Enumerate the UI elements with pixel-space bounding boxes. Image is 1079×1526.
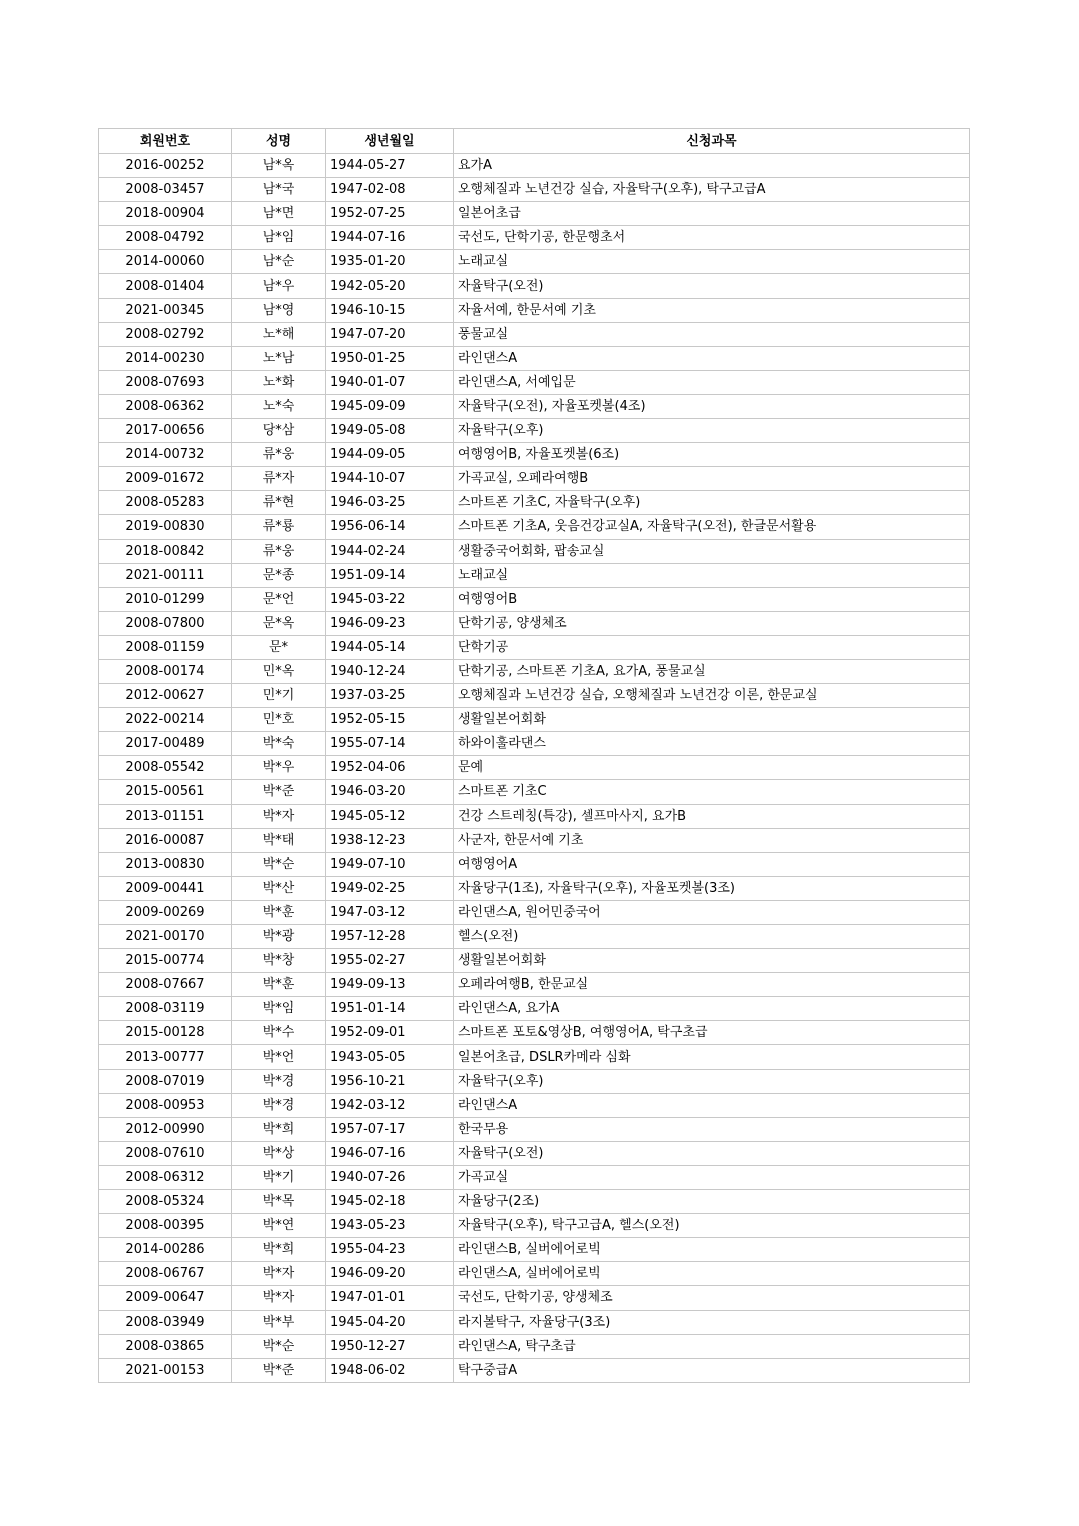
member-id-cell: 2008-05542 [99, 756, 232, 780]
member-id-cell: 2021-00345 [99, 298, 232, 322]
name-cell: 박*훈 [232, 973, 326, 997]
table-row [99, 202, 970, 226]
birth-date-cell: 1942-05-20 [326, 274, 454, 298]
table-row [99, 1190, 970, 1214]
table-row [99, 684, 970, 708]
member-id-cell: 2009-00647 [99, 1286, 232, 1310]
birth-date-cell: 1942-03-12 [326, 1093, 454, 1117]
table-row [99, 997, 970, 1021]
name-cell: 문*종 [232, 563, 326, 587]
name-cell: 노*화 [232, 370, 326, 394]
birth-date-cell: 1947-07-20 [326, 322, 454, 346]
table-row [99, 419, 970, 443]
course-cell: 여행영어A [454, 852, 970, 876]
birth-date-cell: 1952-07-25 [326, 202, 454, 226]
table-row [99, 973, 970, 997]
table-row [99, 467, 970, 491]
course-cell: 단학기공 [454, 635, 970, 659]
birth-date-cell: 1940-01-07 [326, 370, 454, 394]
course-cell: 라인댄스A [454, 1093, 970, 1117]
name-cell: 박*순 [232, 1334, 326, 1358]
course-cell: 가곡교실, 오페라여행B [454, 467, 970, 491]
member-id-cell: 2014-00230 [99, 346, 232, 370]
table-row [99, 611, 970, 635]
table-row [99, 274, 970, 298]
member-id-cell: 2013-01151 [99, 804, 232, 828]
table-row [99, 1117, 970, 1141]
birth-date-cell: 1943-05-05 [326, 1045, 454, 1069]
course-cell: 오페라여행B, 한문교실 [454, 973, 970, 997]
birth-date-cell: 1945-09-09 [326, 394, 454, 418]
name-cell: 문*옥 [232, 611, 326, 635]
course-cell: 자율당구(2조) [454, 1190, 970, 1214]
name-cell: 박*순 [232, 852, 326, 876]
member-id-cell: 2010-01299 [99, 587, 232, 611]
birth-date-cell: 1946-03-20 [326, 780, 454, 804]
member-id-cell: 2008-02792 [99, 322, 232, 346]
course-cell: 생활일본어회화 [454, 949, 970, 973]
table-header-row [99, 129, 970, 154]
course-cell: 일본어초급 [454, 202, 970, 226]
table-row [99, 1165, 970, 1189]
name-cell: 박*자 [232, 1262, 326, 1286]
course-cell: 라인댄스A [454, 346, 970, 370]
name-cell: 류*자 [232, 467, 326, 491]
table-row [99, 900, 970, 924]
table-row [99, 708, 970, 732]
birth-date-cell: 1946-03-25 [326, 491, 454, 515]
member-id-cell: 2017-00656 [99, 419, 232, 443]
course-cell: 노래교실 [454, 563, 970, 587]
birth-date-cell: 1957-12-28 [326, 925, 454, 949]
member-id-cell: 2016-00087 [99, 828, 232, 852]
birth-date-cell: 1949-07-10 [326, 852, 454, 876]
member-id-cell: 2008-06312 [99, 1165, 232, 1189]
member-id-cell: 2017-00489 [99, 732, 232, 756]
course-cell: 한국무용 [454, 1117, 970, 1141]
table-row [99, 828, 970, 852]
birth-date-cell: 1949-09-13 [326, 973, 454, 997]
course-cell: 라인댄스A, 원어민중국어 [454, 900, 970, 924]
course-cell: 라인댄스A, 실버에어로빅 [454, 1262, 970, 1286]
name-cell: 노*해 [232, 322, 326, 346]
birth-date-cell: 1944-02-24 [326, 539, 454, 563]
course-cell: 자율서예, 한문서예 기초 [454, 298, 970, 322]
name-cell: 박*목 [232, 1190, 326, 1214]
name-cell: 민*호 [232, 708, 326, 732]
name-cell: 박*부 [232, 1310, 326, 1334]
course-cell: 자율탁구(오후), 탁구고급A, 헬스(오전) [454, 1214, 970, 1238]
course-cell: 건강 스트레칭(특강), 셀프마사지, 요가B [454, 804, 970, 828]
name-cell: 노*남 [232, 346, 326, 370]
birth-date-cell: 1947-03-12 [326, 900, 454, 924]
name-cell: 박*태 [232, 828, 326, 852]
table-row [99, 298, 970, 322]
member-id-cell: 2018-00904 [99, 202, 232, 226]
member-id-cell: 2008-05324 [99, 1190, 232, 1214]
member-id-cell: 2014-00732 [99, 443, 232, 467]
birth-date-cell: 1944-09-05 [326, 443, 454, 467]
name-cell: 류*웅 [232, 539, 326, 563]
birth-date-cell: 1949-02-25 [326, 876, 454, 900]
name-cell: 박*준 [232, 1358, 326, 1382]
table-row [99, 250, 970, 274]
name-cell: 박*임 [232, 997, 326, 1021]
table-row [99, 1310, 970, 1334]
member-id-cell: 2008-00953 [99, 1093, 232, 1117]
birth-date-cell: 1950-01-25 [326, 346, 454, 370]
birth-date-cell: 1951-09-14 [326, 563, 454, 587]
name-cell: 박*산 [232, 876, 326, 900]
table-row [99, 346, 970, 370]
name-cell: 남*우 [232, 274, 326, 298]
table-row [99, 659, 970, 683]
name-cell: 노*숙 [232, 394, 326, 418]
table-row [99, 1286, 970, 1310]
birth-date-cell: 1945-04-20 [326, 1310, 454, 1334]
course-cell: 탁구중급A [454, 1358, 970, 1382]
member-id-cell: 2009-01672 [99, 467, 232, 491]
name-cell: 박*준 [232, 780, 326, 804]
birth-date-cell: 1945-05-12 [326, 804, 454, 828]
birth-date-cell: 1956-06-14 [326, 515, 454, 539]
table-row [99, 563, 970, 587]
member-id-cell: 2008-00395 [99, 1214, 232, 1238]
table-row [99, 1358, 970, 1382]
table-row [99, 370, 970, 394]
table-row [99, 876, 970, 900]
member-id-cell: 2008-03119 [99, 997, 232, 1021]
course-cell: 라인댄스A, 요가A [454, 997, 970, 1021]
name-cell: 남*순 [232, 250, 326, 274]
table-row [99, 780, 970, 804]
birth-date-cell: 1944-05-14 [326, 635, 454, 659]
name-cell: 박*기 [232, 1165, 326, 1189]
name-cell: 박*상 [232, 1141, 326, 1165]
course-cell: 노래교실 [454, 250, 970, 274]
member-id-cell: 2013-00830 [99, 852, 232, 876]
course-cell: 자율탁구(오전) [454, 1141, 970, 1165]
member-id-cell: 2021-00153 [99, 1358, 232, 1382]
header-birth-date: 생년월일 [326, 129, 454, 154]
name-cell: 박*자 [232, 1286, 326, 1310]
member-course-table [98, 128, 970, 1383]
table-row [99, 732, 970, 756]
table-body [99, 154, 970, 1383]
course-cell: 일본어초급, DSLR카메라 심화 [454, 1045, 970, 1069]
name-cell: 박*훈 [232, 900, 326, 924]
table-row [99, 949, 970, 973]
name-cell: 박*경 [232, 1093, 326, 1117]
member-id-cell: 2008-06362 [99, 394, 232, 418]
birth-date-cell: 1946-09-20 [326, 1262, 454, 1286]
course-cell: 오행체질과 노년건강 실습, 자율탁구(오후), 탁구고급A [454, 178, 970, 202]
member-id-cell: 2014-00060 [99, 250, 232, 274]
name-cell: 박*수 [232, 1021, 326, 1045]
course-cell: 국선도, 단학기공, 양생체조 [454, 1286, 970, 1310]
name-cell: 류*룡 [232, 515, 326, 539]
course-cell: 라인댄스A, 탁구초급 [454, 1334, 970, 1358]
birth-date-cell: 1944-10-07 [326, 467, 454, 491]
course-cell: 국선도, 단학기공, 한문행초서 [454, 226, 970, 250]
member-id-cell: 2008-07667 [99, 973, 232, 997]
course-cell: 스마트폰 기초C [454, 780, 970, 804]
birth-date-cell: 1952-09-01 [326, 1021, 454, 1045]
name-cell: 남*임 [232, 226, 326, 250]
name-cell: 박*희 [232, 1117, 326, 1141]
table-row [99, 443, 970, 467]
table-row [99, 1045, 970, 1069]
course-cell: 오행체질과 노년건강 실습, 오행체질과 노년건강 이론, 한문교실 [454, 684, 970, 708]
name-cell: 박*연 [232, 1214, 326, 1238]
name-cell: 박*희 [232, 1238, 326, 1262]
birth-date-cell: 1946-09-23 [326, 611, 454, 635]
name-cell: 문*언 [232, 587, 326, 611]
name-cell: 류*웅 [232, 443, 326, 467]
course-cell: 자율탁구(오후) [454, 419, 970, 443]
birth-date-cell: 1955-07-14 [326, 732, 454, 756]
member-id-cell: 2012-00990 [99, 1117, 232, 1141]
course-cell: 스마트폰 기초C, 자율탁구(오후) [454, 491, 970, 515]
table-row [99, 1141, 970, 1165]
table-row [99, 1069, 970, 1093]
course-cell: 자율탁구(오전), 자율포켓볼(4조) [454, 394, 970, 418]
name-cell: 민*기 [232, 684, 326, 708]
table-row [99, 178, 970, 202]
birth-date-cell: 1947-02-08 [326, 178, 454, 202]
name-cell: 당*삼 [232, 419, 326, 443]
member-id-cell: 2008-04792 [99, 226, 232, 250]
table-row [99, 1093, 970, 1117]
course-cell: 사군자, 한문서예 기초 [454, 828, 970, 852]
course-cell: 단학기공, 양생체조 [454, 611, 970, 635]
header-course: 신청과목 [454, 129, 970, 154]
name-cell: 문* [232, 635, 326, 659]
course-cell: 자율당구(1조), 자율탁구(오후), 자율포켓볼(3조) [454, 876, 970, 900]
birth-date-cell: 1952-05-15 [326, 708, 454, 732]
name-cell: 박*경 [232, 1069, 326, 1093]
course-cell: 요가A [454, 154, 970, 178]
birth-date-cell: 1950-12-27 [326, 1334, 454, 1358]
birth-date-cell: 1952-04-06 [326, 756, 454, 780]
birth-date-cell: 1938-12-23 [326, 828, 454, 852]
table-row [99, 804, 970, 828]
member-id-cell: 2019-00830 [99, 515, 232, 539]
birth-date-cell: 1949-05-08 [326, 419, 454, 443]
birth-date-cell: 1943-05-23 [326, 1214, 454, 1238]
birth-date-cell: 1945-02-18 [326, 1190, 454, 1214]
table-row [99, 394, 970, 418]
member-id-cell: 2008-06767 [99, 1262, 232, 1286]
table-row [99, 1262, 970, 1286]
name-cell: 남*면 [232, 202, 326, 226]
name-cell: 박*자 [232, 804, 326, 828]
birth-date-cell: 1935-01-20 [326, 250, 454, 274]
member-id-cell: 2021-00170 [99, 925, 232, 949]
birth-date-cell: 1944-07-16 [326, 226, 454, 250]
member-id-cell: 2008-00174 [99, 659, 232, 683]
name-cell: 박*우 [232, 756, 326, 780]
name-cell: 박*광 [232, 925, 326, 949]
table-row [99, 1334, 970, 1358]
table-row [99, 1214, 970, 1238]
member-id-cell: 2008-07693 [99, 370, 232, 394]
member-id-cell: 2016-00252 [99, 154, 232, 178]
member-id-cell: 2008-03457 [99, 178, 232, 202]
course-cell: 자율탁구(오후) [454, 1069, 970, 1093]
birth-date-cell: 1940-07-26 [326, 1165, 454, 1189]
member-id-cell: 2008-07019 [99, 1069, 232, 1093]
member-id-cell: 2009-00441 [99, 876, 232, 900]
member-id-cell: 2008-05283 [99, 491, 232, 515]
member-id-cell: 2008-07610 [99, 1141, 232, 1165]
member-id-cell: 2015-00128 [99, 1021, 232, 1045]
birth-date-cell: 1951-01-14 [326, 997, 454, 1021]
course-cell: 라인댄스B, 실버에어로빅 [454, 1238, 970, 1262]
table-row [99, 852, 970, 876]
member-id-cell: 2008-03865 [99, 1334, 232, 1358]
member-id-cell: 2015-00774 [99, 949, 232, 973]
birth-date-cell: 1946-07-16 [326, 1141, 454, 1165]
course-cell: 자율탁구(오전) [454, 274, 970, 298]
name-cell: 남*옥 [232, 154, 326, 178]
table-row [99, 1021, 970, 1045]
member-course-table-container [98, 128, 970, 1383]
birth-date-cell: 1945-03-22 [326, 587, 454, 611]
birth-date-cell: 1946-10-15 [326, 298, 454, 322]
member-id-cell: 2008-01404 [99, 274, 232, 298]
member-id-cell: 2013-00777 [99, 1045, 232, 1069]
table-row [99, 515, 970, 539]
member-id-cell: 2008-01159 [99, 635, 232, 659]
course-cell: 스마트폰 기초A, 웃음건강교실A, 자율탁구(오전), 한글문서활용 [454, 515, 970, 539]
birth-date-cell: 1956-10-21 [326, 1069, 454, 1093]
course-cell: 생활일본어회화 [454, 708, 970, 732]
birth-date-cell: 1955-02-27 [326, 949, 454, 973]
table-row [99, 587, 970, 611]
member-id-cell: 2018-00842 [99, 539, 232, 563]
name-cell: 민*옥 [232, 659, 326, 683]
course-cell: 단학기공, 스마트폰 기초A, 요가A, 풍물교실 [454, 659, 970, 683]
member-id-cell: 2009-00269 [99, 900, 232, 924]
table-row [99, 1238, 970, 1262]
birth-date-cell: 1955-04-23 [326, 1238, 454, 1262]
table-row [99, 154, 970, 178]
birth-date-cell: 1937-03-25 [326, 684, 454, 708]
birth-date-cell: 1957-07-17 [326, 1117, 454, 1141]
birth-date-cell: 1948-06-02 [326, 1358, 454, 1382]
member-id-cell: 2022-00214 [99, 708, 232, 732]
birth-date-cell: 1947-01-01 [326, 1286, 454, 1310]
course-cell: 헬스(오전) [454, 925, 970, 949]
table-row [99, 925, 970, 949]
course-cell: 스마트폰 포토&영상B, 여행영어A, 탁구초급 [454, 1021, 970, 1045]
course-cell: 여행영어B [454, 587, 970, 611]
member-id-cell: 2008-07800 [99, 611, 232, 635]
table-row [99, 635, 970, 659]
name-cell: 박*언 [232, 1045, 326, 1069]
table-row [99, 322, 970, 346]
table-row [99, 491, 970, 515]
name-cell: 박*창 [232, 949, 326, 973]
name-cell: 류*현 [232, 491, 326, 515]
table-row [99, 539, 970, 563]
course-cell: 라인댄스A, 서예입문 [454, 370, 970, 394]
course-cell: 생활중국어회화, 팝송교실 [454, 539, 970, 563]
course-cell: 라지볼탁구, 자율당구(3조) [454, 1310, 970, 1334]
birth-date-cell: 1940-12-24 [326, 659, 454, 683]
member-id-cell: 2015-00561 [99, 780, 232, 804]
member-id-cell: 2021-00111 [99, 563, 232, 587]
name-cell: 박*숙 [232, 732, 326, 756]
header-member-id: 회원번호 [99, 129, 232, 154]
course-cell: 가곡교실 [454, 1165, 970, 1189]
name-cell: 남*영 [232, 298, 326, 322]
member-id-cell: 2008-03949 [99, 1310, 232, 1334]
header-name: 성명 [232, 129, 326, 154]
course-cell: 문예 [454, 756, 970, 780]
table-row [99, 756, 970, 780]
course-cell: 하와이훌라댄스 [454, 732, 970, 756]
table-row [99, 226, 970, 250]
course-cell: 여행영어B, 자율포켓볼(6조) [454, 443, 970, 467]
member-id-cell: 2012-00627 [99, 684, 232, 708]
course-cell: 풍물교실 [454, 322, 970, 346]
birth-date-cell: 1944-05-27 [326, 154, 454, 178]
member-id-cell: 2014-00286 [99, 1238, 232, 1262]
name-cell: 남*국 [232, 178, 326, 202]
